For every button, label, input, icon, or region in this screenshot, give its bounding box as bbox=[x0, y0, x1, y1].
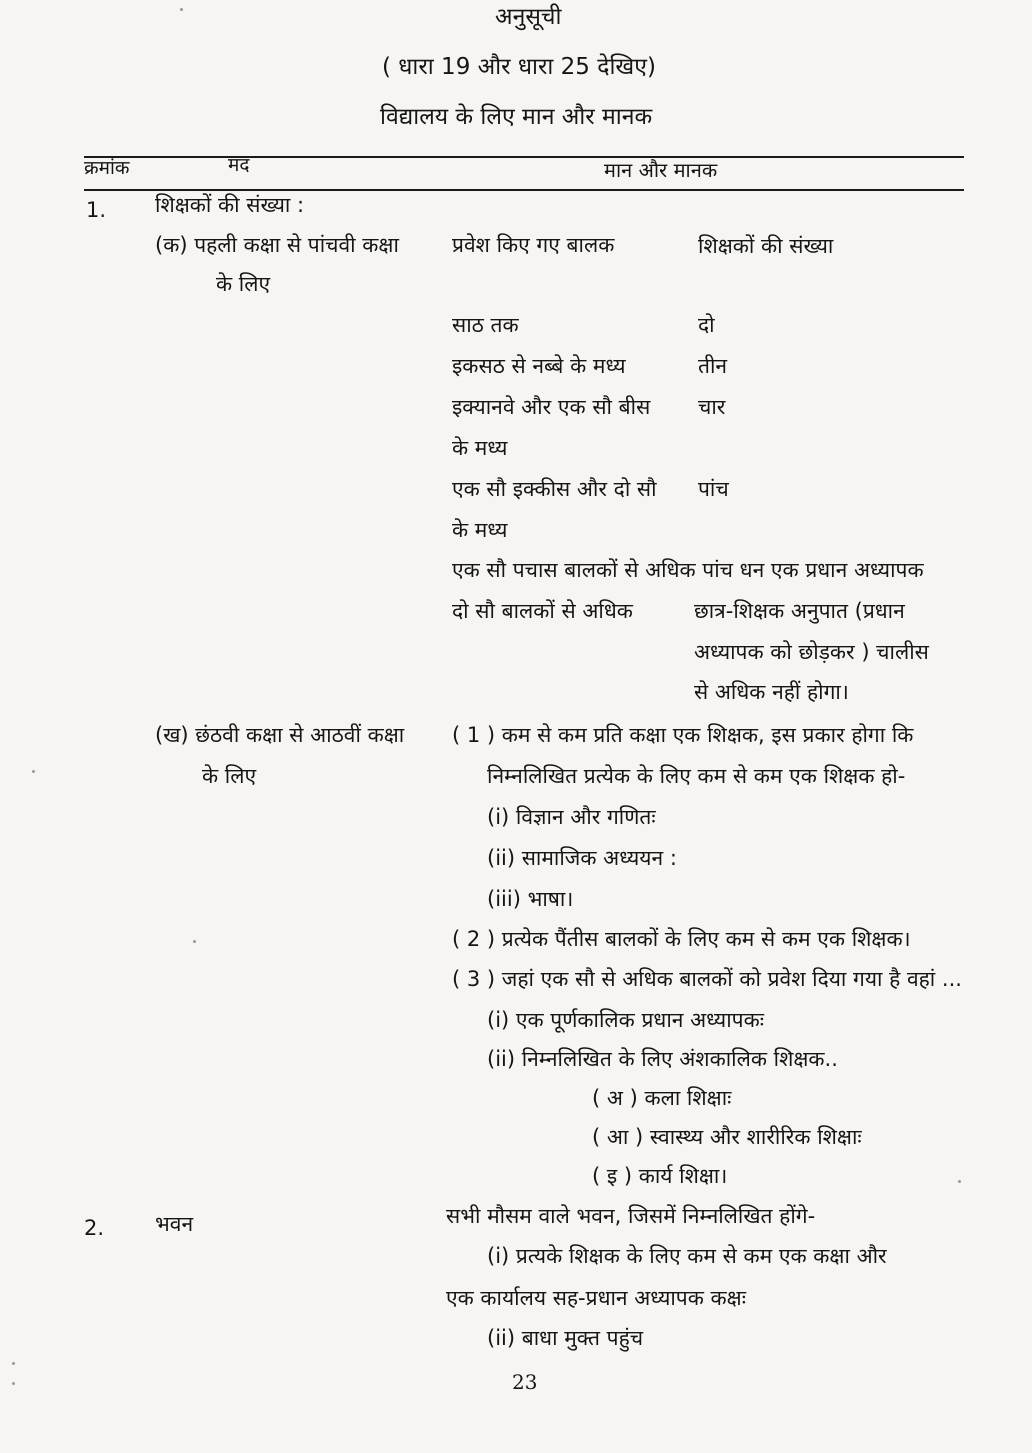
ka-col-admitted: प्रवेश किए गए बालक bbox=[452, 233, 615, 257]
ka-col-teachers: शिक्षकों की संख्या bbox=[698, 234, 834, 258]
ka-row-teachers: दो bbox=[698, 313, 715, 337]
ka-row-admitted-cont: के मध्य bbox=[452, 436, 508, 460]
scan-speck bbox=[180, 8, 183, 11]
ka-ratio-line: छात्र-शिक्षक अनुपात (प्रधान bbox=[694, 599, 905, 623]
ka-row-admitted: साठ तक bbox=[452, 313, 519, 337]
kha-point-3-item: (i) एक पूर्णकालिक प्रधान अध्यापकः bbox=[487, 1008, 764, 1032]
scan-speck bbox=[32, 770, 35, 773]
column-serial-header: क्रमांक bbox=[84, 157, 130, 179]
kha-point-3: ( 3 ) जहां एक सौ से अधिक बालकों को प्रवेश दिया गया है वहां ... bbox=[452, 967, 962, 991]
kha-parttime-subject: ( आ ) स्वास्थ्य और शारीरिक शिक्षाः bbox=[592, 1125, 862, 1149]
ka-row-teachers: पांच bbox=[698, 477, 729, 501]
ka-ratio-line: से अधिक नहीं होगा। bbox=[694, 680, 849, 704]
kha-label-cont: के लिए bbox=[202, 764, 257, 788]
section2-title: भवन bbox=[155, 1212, 194, 1236]
ka-label: (क) पहली कक्षा से पांचवी कक्षा bbox=[155, 233, 399, 257]
scan-speck bbox=[12, 1382, 15, 1385]
ka-ratio-line: अध्यापक को छोड़कर ) चालीस bbox=[694, 640, 929, 664]
section2-item-cont: एक कार्यालय सह-प्रधान अध्यापक कक्षः bbox=[446, 1286, 746, 1310]
ka-row-admitted: एक सौ इक्कीस और दो सौ bbox=[452, 477, 657, 501]
ka-row-teachers: तीन bbox=[698, 354, 728, 378]
kha-point-1: ( 1 ) कम से कम प्रति कक्षा एक शिक्षक, इस प्रकार होगा कि bbox=[452, 723, 914, 747]
table-header-rule bbox=[84, 189, 964, 191]
schedule-heading: विद्यालय के लिए मान और मानक bbox=[380, 104, 653, 130]
scan-speck bbox=[193, 940, 196, 943]
ka-label-cont: के लिए bbox=[216, 272, 271, 296]
schedule-title: अनुसूची bbox=[495, 4, 562, 30]
kha-subject-item: (iii) भाषा। bbox=[487, 887, 574, 911]
schedule-subtitle: ( धारा 19 और धारा 25 देखिए) bbox=[382, 54, 656, 80]
kha-point-2: ( 2 ) प्रत्येक पैंतीस बालकों के लिए कम से कम एक शिक्षक। bbox=[452, 927, 911, 951]
ka-row-teachers: चार bbox=[698, 395, 726, 419]
column-item-header: मद bbox=[228, 154, 250, 176]
section1-number: 1. bbox=[86, 198, 107, 222]
ka-over-200: दो सौ बालकों से अधिक bbox=[452, 599, 633, 623]
section2-item: (ii) बाधा मुक्त पहुंच bbox=[487, 1326, 644, 1350]
ka-row-admitted: इकसठ से नब्बे के मध्य bbox=[452, 354, 626, 378]
page-number: 23 bbox=[512, 1370, 538, 1394]
scan-speck bbox=[12, 1362, 15, 1365]
section2-item: (i) प्रत्यके शिक्षक के लिए कम से कम एक कक्षा और bbox=[487, 1244, 887, 1268]
ka-row-admitted-cont: के मध्य bbox=[452, 518, 508, 542]
scan-speck bbox=[958, 1180, 961, 1183]
section1-title: शिक्षकों की संख्या : bbox=[155, 193, 305, 217]
section2-number: 2. bbox=[84, 1216, 105, 1240]
column-norms-header: मान और मानक bbox=[604, 158, 718, 182]
section2-intro: सभी मौसम वाले भवन, जिसमें निम्नलिखित होंगे- bbox=[446, 1204, 816, 1228]
kha-point-1-cont: निम्नलिखित प्रत्येक के लिए कम से कम एक शिक्षक हो- bbox=[487, 764, 906, 788]
kha-subject-item: (ii) सामाजिक अध्ययन : bbox=[487, 846, 677, 870]
kha-subject-item: (i) विज्ञान और गणितः bbox=[487, 805, 656, 829]
table-top-rule bbox=[84, 156, 964, 158]
kha-point-3-item: (ii) निम्नलिखित के लिए अंशकालिक शिक्षक.. bbox=[487, 1047, 838, 1071]
ka-over-150: एक सौ पचास बालकों से अधिक पांच धन एक प्रधान अध्यापक bbox=[452, 558, 924, 582]
kha-parttime-subject: ( अ ) कला शिक्षाः bbox=[592, 1086, 732, 1110]
kha-label: (ख) छंठवी कक्षा से आठवीं कक्षा bbox=[155, 723, 405, 747]
kha-parttime-subject: ( इ ) कार्य शिक्षा। bbox=[592, 1164, 728, 1188]
ka-row-admitted: इक्यानवे और एक सौ बीस bbox=[452, 395, 651, 419]
